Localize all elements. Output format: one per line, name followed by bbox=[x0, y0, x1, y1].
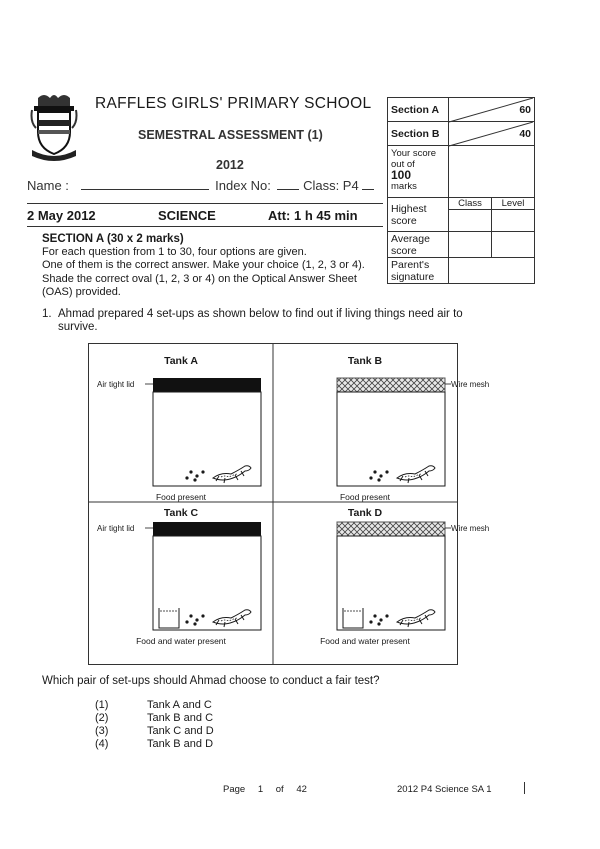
food-pellet bbox=[377, 622, 380, 625]
divider-top bbox=[27, 203, 383, 204]
side-label: Wire mesh bbox=[451, 380, 490, 389]
divider-bottom bbox=[27, 226, 383, 227]
option-3[interactable]: (3) Tank C and D bbox=[95, 725, 214, 737]
student-details-line bbox=[27, 178, 374, 193]
air-tight-lid bbox=[153, 522, 261, 536]
page-total: 42 bbox=[296, 784, 307, 795]
tank-body bbox=[337, 392, 445, 486]
tank-caption: Food and water present bbox=[136, 636, 226, 646]
side-label: Wire mesh bbox=[451, 524, 490, 533]
food-pellet bbox=[185, 476, 188, 479]
average-score-label: Average score bbox=[388, 232, 449, 258]
section-b-max: 40 bbox=[519, 127, 531, 140]
page-indicator: Page 1 of 42 bbox=[223, 784, 307, 795]
class-header: Class bbox=[449, 198, 492, 210]
question-1-stem: 1. Ahmad prepared 4 set-ups as shown below to find out if living things need air to survive. bbox=[42, 308, 463, 333]
tank-title: Tank A bbox=[164, 355, 198, 367]
tank-panel bbox=[320, 507, 489, 646]
lizard-body bbox=[213, 610, 251, 624]
food-pellet bbox=[379, 474, 382, 477]
average-level-cell[interactable] bbox=[492, 232, 535, 258]
average-class-cell[interactable] bbox=[449, 232, 492, 258]
section-a-max: 60 bbox=[519, 103, 531, 116]
tank-title: Tank C bbox=[163, 507, 199, 519]
food-pellet bbox=[385, 470, 388, 473]
question-1-prompt: Which pair of set-ups should Ahmad choose to conduct a fair test? bbox=[42, 675, 380, 687]
tank-title: Tank B bbox=[347, 355, 383, 367]
exam-duration: Att: 1 h 45 min bbox=[268, 208, 358, 223]
wire-mesh-cover bbox=[337, 378, 445, 392]
lizard-icon bbox=[213, 610, 251, 627]
exam-year: 2012 bbox=[216, 158, 244, 172]
food-pellet bbox=[185, 620, 188, 623]
answer-options bbox=[95, 699, 214, 751]
food-pellet bbox=[385, 614, 388, 617]
food-pellet bbox=[201, 470, 204, 473]
food-pellet bbox=[189, 470, 192, 473]
tank-panel bbox=[337, 355, 489, 502]
section-b-score-cell[interactable] bbox=[449, 122, 535, 146]
tank-caption: Food present bbox=[339, 492, 391, 502]
tank-title: Tank D bbox=[347, 507, 383, 519]
section-a-instructions: For each question from 1 to 30, four options are given. One of them is the correct answer. Make your choice (1, 2, 3 or 4). Shade the correct oval (1, 2, 3 or 4) on the Optical Answer Sheet (OAS) provided. bbox=[42, 246, 365, 298]
tank-body bbox=[153, 392, 261, 486]
exam-subject: SCIENCE bbox=[158, 208, 216, 223]
lizard-body bbox=[397, 610, 435, 624]
document-label: 2012 P4 Science SA 1 bbox=[397, 784, 492, 795]
food-pellet bbox=[369, 620, 372, 623]
food-pellet bbox=[193, 622, 196, 625]
assessment-title: SEMESTRAL ASSESSMENT (1) bbox=[138, 128, 323, 142]
question-number: 1. bbox=[42, 308, 52, 320]
food-pellet bbox=[195, 474, 198, 477]
food-pellet bbox=[373, 614, 376, 617]
section-a-title: SECTION A (30 x 2 marks) bbox=[42, 233, 184, 245]
section-b-label: Section B bbox=[388, 122, 449, 146]
air-tight-lid bbox=[153, 378, 261, 392]
side-label: Air tight lid bbox=[97, 524, 135, 533]
your-score-cell[interactable] bbox=[449, 146, 535, 198]
parent-signature-label: Parent's signature bbox=[388, 258, 449, 284]
name-field[interactable] bbox=[81, 178, 209, 190]
food-pellet bbox=[377, 478, 380, 481]
food-pellet bbox=[201, 614, 204, 617]
lizard-icon bbox=[397, 466, 435, 483]
side-label: Air tight lid bbox=[97, 380, 135, 389]
option-2[interactable]: (2) Tank B and C bbox=[95, 712, 214, 724]
food-pellet bbox=[369, 476, 372, 479]
option-1[interactable]: (1) Tank A and C bbox=[95, 699, 212, 711]
tank-caption: Food present bbox=[155, 492, 207, 502]
index-label: Index No: bbox=[215, 178, 271, 193]
food-pellet bbox=[373, 470, 376, 473]
highest-level-cell[interactable] bbox=[492, 210, 535, 232]
tank-body bbox=[337, 536, 445, 630]
lizard-body bbox=[397, 466, 435, 480]
your-score-label: Your score out of 100 marks bbox=[388, 146, 449, 198]
class-label: Class: P4 bbox=[303, 178, 359, 193]
tank-caption: Food and water present bbox=[320, 636, 410, 646]
index-field[interactable] bbox=[277, 178, 299, 190]
school-crest-logo bbox=[30, 92, 78, 162]
score-table bbox=[387, 97, 535, 284]
tank-panel bbox=[97, 507, 261, 646]
tank-body bbox=[153, 536, 261, 630]
section-a-label: Section A bbox=[388, 98, 449, 122]
wire-mesh-cover bbox=[337, 522, 445, 536]
highest-class-cell[interactable] bbox=[449, 210, 492, 232]
lizard-icon bbox=[397, 610, 435, 627]
food-pellet bbox=[379, 618, 382, 621]
lizard-body bbox=[213, 466, 251, 480]
school-name: RAFFLES GIRLS' PRIMARY SCHOOL bbox=[95, 95, 372, 112]
food-pellet bbox=[195, 618, 198, 621]
food-pellet bbox=[193, 478, 196, 481]
food-pellet bbox=[189, 614, 192, 617]
class-field[interactable] bbox=[362, 178, 374, 190]
tank-panel bbox=[97, 355, 261, 502]
tank-setups-figure bbox=[88, 343, 490, 665]
parent-signature-cell[interactable] bbox=[449, 258, 535, 284]
option-4[interactable]: (4) Tank B and D bbox=[95, 738, 214, 750]
total-marks: 100 bbox=[391, 168, 412, 182]
section-a-score-cell[interactable] bbox=[449, 98, 535, 122]
margin-mark bbox=[524, 782, 525, 794]
name-label: Name : bbox=[27, 178, 69, 193]
level-header: Level bbox=[492, 198, 535, 210]
lizard-icon bbox=[213, 466, 251, 483]
exam-date: 2 May 2012 bbox=[27, 208, 96, 223]
highest-score-label: Highest score bbox=[388, 198, 449, 232]
page-number: 1 bbox=[257, 784, 264, 795]
